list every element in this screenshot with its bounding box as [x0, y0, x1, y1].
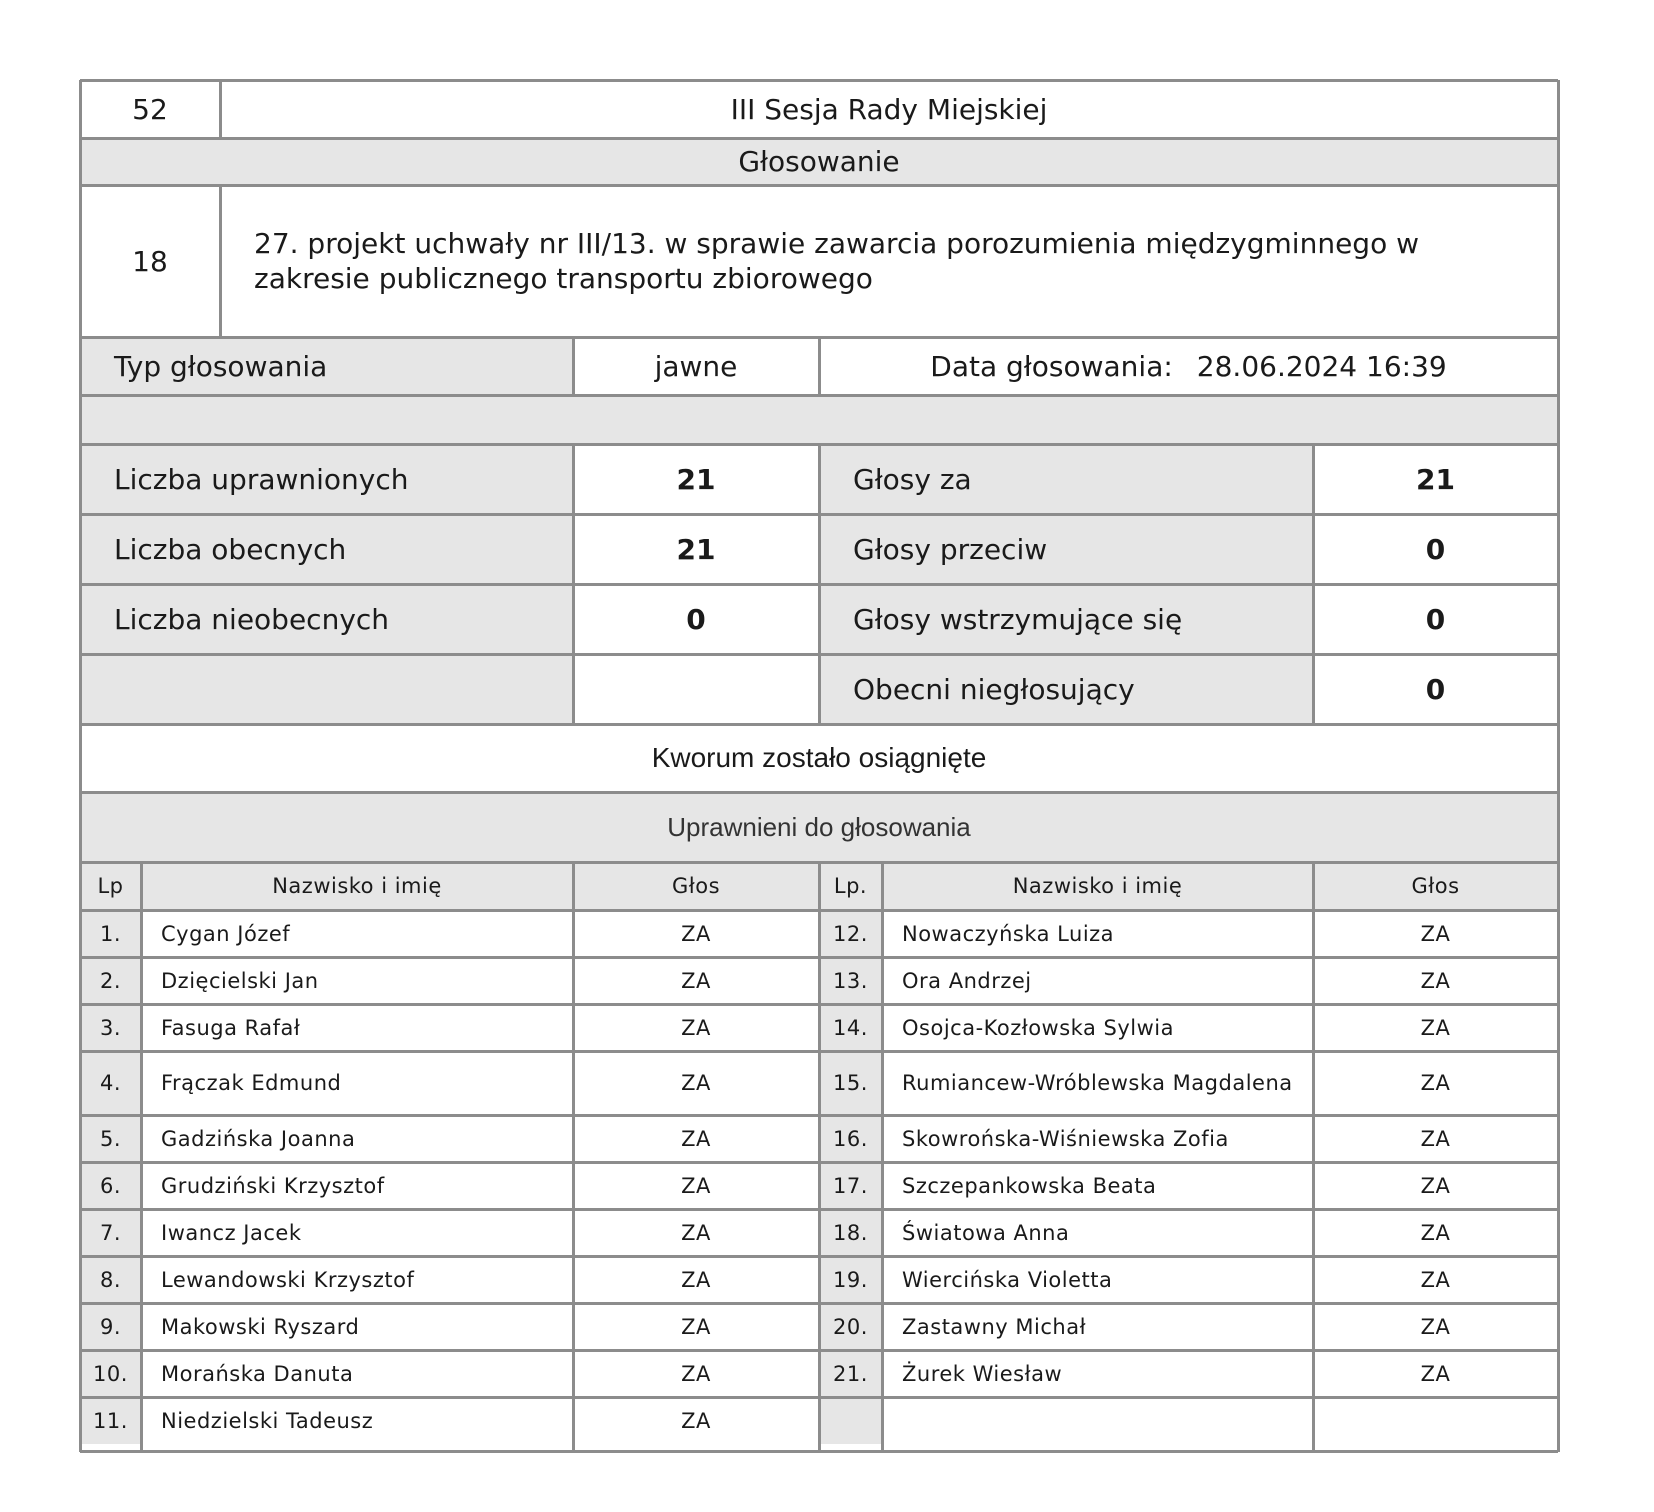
- voter-lp-left: 2.: [80, 957, 141, 1004]
- voter-vote-right: ZA: [1313, 957, 1558, 1004]
- voter-vote-right: ZA: [1313, 1256, 1558, 1303]
- voting-record-document: [80, 80, 1558, 1452]
- voter-vote-right: ZA: [1313, 1303, 1558, 1350]
- voter-vote-left: ZA: [573, 910, 819, 957]
- quorum-status: Kworum zostało osiągnięte: [80, 724, 1558, 792]
- voter-lp-right: [819, 1397, 882, 1444]
- col-header-name-right: Nazwisko i imię: [882, 862, 1313, 910]
- voter-lp-left: 1.: [80, 910, 141, 957]
- vote-type-value: jawne: [573, 337, 819, 395]
- col-header-lp-right: Lp.: [819, 862, 882, 910]
- voter-vote-right: [1313, 1397, 1558, 1444]
- voter-vote-left: ZA: [573, 1397, 819, 1444]
- present-label: Liczba obecnych: [80, 514, 573, 584]
- voter-lp-left: 7.: [80, 1209, 141, 1256]
- voter-name-left: Cygan Józef: [141, 910, 573, 957]
- voter-lp-left: 3.: [80, 1004, 141, 1051]
- voter-name-left: Iwancz Jacek: [141, 1209, 573, 1256]
- voter-vote-right: ZA: [1313, 910, 1558, 957]
- votes-abstain-label: Głosy wstrzymujące się: [819, 584, 1313, 654]
- grid-line-h: [80, 1450, 1558, 1453]
- voter-name-left: Makowski Ryszard: [141, 1303, 573, 1350]
- vote-date: [819, 337, 1558, 395]
- voter-vote-left: ZA: [573, 1303, 819, 1350]
- voter-lp-right: 17.: [819, 1162, 882, 1209]
- vote-date-value: 28.06.2024 16:39: [1196, 349, 1447, 383]
- col-header-name-left: Nazwisko i imię: [141, 862, 573, 910]
- voter-vote-right: ZA: [1313, 1051, 1558, 1115]
- voter-lp-right: 19.: [819, 1256, 882, 1303]
- voter-vote-right: ZA: [1313, 1350, 1558, 1397]
- votes-abstain-value: 0: [1313, 584, 1558, 654]
- voter-vote-right: ZA: [1313, 1162, 1558, 1209]
- voter-lp-right: 16.: [819, 1115, 882, 1162]
- col-header-vote-left: Głos: [573, 862, 819, 910]
- vote-type-label: Typ głosowania: [80, 337, 573, 395]
- voter-lp-left: 4.: [80, 1051, 141, 1115]
- voter-name-left: Dzięcielski Jan: [141, 957, 573, 1004]
- voter-lp-left: 9.: [80, 1303, 141, 1350]
- voter-lp-right: 21.: [819, 1350, 882, 1397]
- present-value: 21: [573, 514, 819, 584]
- absent-value: 0: [573, 584, 819, 654]
- voter-vote-left: ZA: [573, 1115, 819, 1162]
- voter-lp-right: 13.: [819, 957, 882, 1004]
- voter-name-right: Wiercińska Violetta: [882, 1256, 1313, 1303]
- item-description: 27. projekt uchwały nr III/13. w sprawie zawarcia porozumienia międzygminnego w zakresie publicznego transportu zbiorowego: [220, 185, 1558, 337]
- section-title: Głosowanie: [80, 138, 1558, 185]
- voter-vote-right: ZA: [1313, 1115, 1558, 1162]
- voter-lp-left: 10.: [80, 1350, 141, 1397]
- voter-vote-right: ZA: [1313, 1004, 1558, 1051]
- voter-name-right: Skowrońska-Wiśniewska Zofia: [882, 1115, 1313, 1162]
- col-header-vote-right: Głos: [1313, 862, 1558, 910]
- voter-lp-right: 15.: [819, 1051, 882, 1115]
- votes-for-label: Głosy za: [819, 444, 1313, 514]
- voter-name-left: Frączak Edmund: [141, 1051, 573, 1115]
- voter-name-right: Żurek Wiesław: [882, 1350, 1313, 1397]
- voter-name-left: Morańska Danuta: [141, 1350, 573, 1397]
- eligible-label: Liczba uprawnionych: [80, 444, 573, 514]
- voter-lp-left: 11.: [80, 1397, 141, 1444]
- voter-name-right: [882, 1397, 1313, 1444]
- votes-for-value: 21: [1313, 444, 1558, 514]
- votes-against-value: 0: [1313, 514, 1558, 584]
- voter-name-left: Grudziński Krzysztof: [141, 1162, 573, 1209]
- votes-against-label: Głosy przeciw: [819, 514, 1313, 584]
- eligible-value: 21: [573, 444, 819, 514]
- voter-lp-right: 18.: [819, 1209, 882, 1256]
- empty-stat-value: [573, 654, 819, 724]
- voter-name-right: Światowa Anna: [882, 1209, 1313, 1256]
- voter-vote-left: ZA: [573, 1051, 819, 1115]
- separator-band: [80, 395, 1558, 444]
- session-number: 52: [80, 80, 220, 138]
- voter-lp-right: 14.: [819, 1004, 882, 1051]
- voter-lp-left: 8.: [80, 1256, 141, 1303]
- present-nonvoting-value: 0: [1313, 654, 1558, 724]
- voter-name-right: Osojca-Kozłowska Sylwia: [882, 1004, 1313, 1051]
- voter-vote-right: ZA: [1313, 1209, 1558, 1256]
- voter-name-left: Gadzińska Joanna: [141, 1115, 573, 1162]
- voter-name-left: Lewandowski Krzysztof: [141, 1256, 573, 1303]
- voter-name-left: Fasuga Rafał: [141, 1004, 573, 1051]
- voter-name-left: Niedzielski Tadeusz: [141, 1397, 573, 1444]
- voter-lp-left: 6.: [80, 1162, 141, 1209]
- voter-lp-right: 20.: [819, 1303, 882, 1350]
- voter-name-right: Zastawny Michał: [882, 1303, 1313, 1350]
- voter-vote-left: ZA: [573, 1162, 819, 1209]
- voter-vote-left: ZA: [573, 1209, 819, 1256]
- voter-vote-left: ZA: [573, 1004, 819, 1051]
- voter-lp-left: 5.: [80, 1115, 141, 1162]
- present-nonvoting-label: Obecni niegłosujący: [819, 654, 1313, 724]
- voter-name-right: Ora Andrzej: [882, 957, 1313, 1004]
- voter-name-right: Nowaczyńska Luiza: [882, 910, 1313, 957]
- voter-name-right: Rumiancew-Wróblewska Magdalena: [882, 1051, 1313, 1115]
- voter-vote-left: ZA: [573, 1350, 819, 1397]
- vote-date-label: Data głosowania:: [930, 349, 1173, 383]
- item-number: 18: [80, 185, 220, 337]
- col-header-lp-left: Lp: [80, 862, 141, 910]
- voter-lp-right: 12.: [819, 910, 882, 957]
- voters-title: Uprawnieni do głosowania: [80, 792, 1558, 862]
- absent-label: Liczba nieobecnych: [80, 584, 573, 654]
- voter-vote-left: ZA: [573, 957, 819, 1004]
- voter-vote-left: ZA: [573, 1256, 819, 1303]
- empty-stat-label: [80, 654, 573, 724]
- session-title: III Sesja Rady Miejskiej: [220, 80, 1558, 138]
- voter-name-right: Szczepankowska Beata: [882, 1162, 1313, 1209]
